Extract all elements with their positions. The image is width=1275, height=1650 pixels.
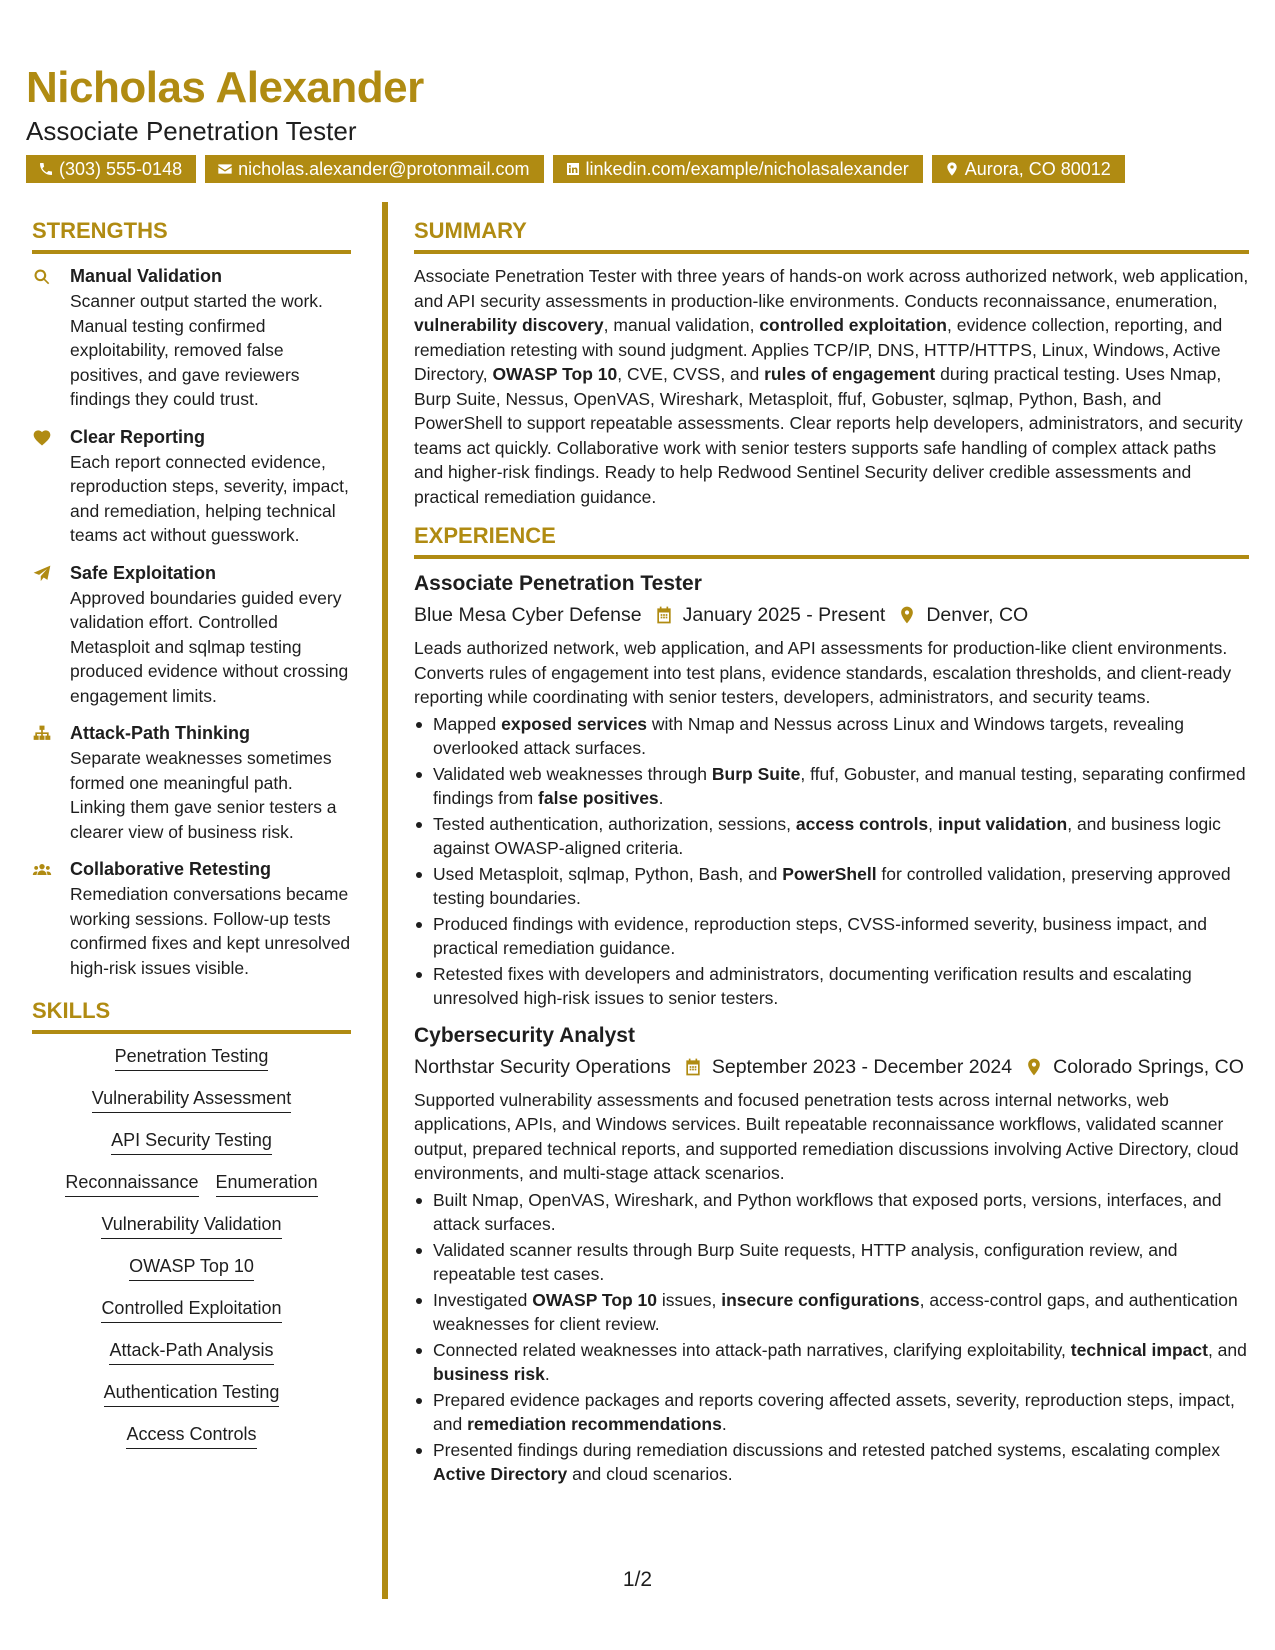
skill-tag: Access Controls [126,1422,256,1449]
job-bullet: Built Nmap, OpenVAS, Wireshark, and Python workflows that exposed ports, versions, interfaces, and attack surfaces. [414,1188,1249,1237]
strength-desc: Approved boundaries guided every validation effort. Controlled Metasploit and sqlmap testing produced evidence without crossing engagement limits. [70,587,349,706]
strength-desc: Scanner output started the work. Manual testing confirmed exploitability, removed false positives, and gave reviewers findings they could trust. [70,291,323,409]
paper-plane-icon [32,564,52,584]
summary-heading: SUMMARY [414,216,1249,254]
skill-tag: OWASP Top 10 [129,1254,254,1281]
skill-tag: Authentication Testing [104,1380,280,1407]
contact-linkedin-text: linkedin.com/example/nicholasalexander [585,159,909,179]
skill-tag: Controlled Exploitation [101,1296,281,1323]
strength-desc: Remediation conversations became working sessions. Follow-up tests confirmed fixes and kept unresolved high-risk issues visible. [70,884,351,978]
contact-email[interactable] [205,155,543,183]
strength-title: Collaborative Retesting [70,859,272,879]
job-title: Cybersecurity Analyst [414,1023,635,1047]
contact-linkedin[interactable] [553,155,923,183]
calendar-icon [654,605,674,625]
job-bullets [414,1188,1249,1487]
map-pin-icon [897,605,917,625]
job-bullet: Used Metasploit, sqlmap, Python, Bash, and PowerShell for controlled validation, preserving approved testing boundaries. [414,862,1249,911]
heart-icon [32,428,52,448]
job-meta [414,603,1249,628]
skill-tag: Vulnerability Assessment [92,1086,291,1113]
job-entry [414,569,1249,1011]
left-column [32,216,351,1464]
strength-desc: Separate weaknesses sometimes formed one meaningful path. Linking them gave senior testers a clearer view of business risk. [70,748,337,842]
users-icon [32,860,52,880]
skill-tag: Reconnaissance [65,1170,198,1197]
job-bullet: Presented findings during remediation discussions and retested patched systems, escalating complex Active Directory and cloud scenarios. [414,1438,1249,1487]
skill-tag: Vulnerability Validation [101,1212,281,1239]
job-bullet: Connected related weaknesses into attack-path narratives, clarifying exploitability, technical impact, and business risk. [414,1338,1249,1387]
skill-tag: Attack-Path Analysis [109,1338,273,1365]
strengths-heading: STRENGTHS [32,216,351,254]
map-pin-icon [944,161,960,177]
job-bullet: Tested authentication, authorization, sessions, access controls, input validation, and business logic against OWASP-aligned criteria. [414,812,1249,861]
skill-tag: Penetration Testing [115,1044,269,1071]
strength-title: Clear Reporting [70,426,206,447]
strength-item [32,425,351,548]
contact-location [932,155,1125,183]
column-divider [382,202,388,1599]
job-dates: January 2025 - Present [682,604,886,626]
phone-icon [38,161,54,177]
map-pin-icon [1024,1057,1044,1077]
candidate-title: Associate Penetration Tester [26,116,357,146]
strength-item [32,721,351,844]
job-entry [414,1021,1249,1487]
contact-bar [26,155,1249,183]
strength-title: Manual Validation [70,266,223,286]
strength-title: Safe Exploitation [70,562,217,583]
job-location: Colorado Springs, CO [1053,1055,1244,1078]
job-bullet: Investigated OWASP Top 10 issues, insecure configurations, access-control gaps, and authentication weaknesses for client review. [414,1288,1249,1337]
contact-phone[interactable] [26,155,196,183]
job-bullet: Retested fixes with developers and administrators, documenting verification results and escalating unresolved high-risk issues to senior testers. [414,962,1249,1011]
strength-item [32,561,351,709]
skills-list [32,1044,351,1464]
sitemap-icon [32,724,52,744]
job-bullet: Validated web weaknesses through Burp Suite, ffuf, Gobuster, and manual testing, separating confirmed findings from false positives. [414,762,1249,811]
experience-heading: EXPERIENCE [414,521,1249,559]
envelope-icon [217,161,233,177]
job-description: Leads authorized network, web application, and API assessments for production-like client environments. Converts rules of engagement into test plans, evidence standards, escalation thresholds, and client-ready reporting while coordinating with senior testers, developers, administrators, and security teams. [414,638,1232,707]
contact-email-text: nicholas.alexander@protonmail.com [238,159,530,179]
candidate-name: Nicholas Alexander [26,63,424,112]
strength-title: Attack-Path Thinking [70,723,251,743]
page-number: 1/2 [622,1568,653,1591]
contact-phone-text: (303) 555-0148 [59,159,183,179]
right-column [414,216,1249,1497]
calendar-icon [683,1057,703,1077]
job-bullet: Mapped exposed services with Nmap and Nessus across Linux and Windows targets, revealing overlooked attack surfaces. [414,712,1249,761]
job-company: Northstar Security Operations [414,1055,671,1078]
skill-tag: API Security Testing [111,1128,272,1155]
contact-location-text: Aurora, CO 80012 [964,159,1111,179]
job-meta [414,1055,1249,1080]
job-company: Blue Mesa Cyber Defense [414,604,642,626]
job-bullets [414,712,1249,1011]
job-description: Supported vulnerability assessments and focused penetration tests across internal networks, web applications, APIs, and Windows services. Built repeatable reconnaissance workflows, validated scanner output, prepared technical reports, and supported remediation discussions involving Active Directory, cloud environments, and multi-stage attack scenarios. [414,1089,1239,1183]
job-dates: September 2023 - December 2024 [711,1055,1013,1078]
strength-desc: Each report connected evidence, reproduction steps, severity, impact, and remediation, helping technical teams act without guesswork. [70,451,349,545]
job-bullet: Validated scanner results through Burp Suite requests, HTTP analysis, configuration review, and repeatable test cases. [414,1238,1249,1287]
summary-text: Associate Penetration Tester with three years of hands-on work across authorized network, web application, and API security assessments in production-like environments. Conducts reconnaissance, enumeration, vulnerability discovery, manual validation, controlled exploitation, evidence collection, reporting, and remediation retesting with sound judgment. Applies TCP/IP, DNS, HTTP/HTTPS, Linux, Windows, Active Directory, OWASP Top 10, CVE, CVSS, and rules of engagement during practical testing. Uses Nmap, Burp Suite, Nessus, OpenVAS, Wireshark, Metasploit, ffuf, Gobuster, sqlmap, Python, Bash, and PowerShell to support repeatable assessments. Clear reports help developers, administrators, and security teams act quickly. Collaborative work with senior testers supports safe handling of complex attack paths and higher-risk findings. Ready to help Redwood Sentinel Security deliver credible assessments and practical remediation guidance. [414,266,1249,507]
skills-heading: SKILLS [32,996,351,1034]
job-bullet: Produced findings with evidence, reproduction steps, CVSS-informed severity, business impact, and practical remediation guidance. [414,912,1249,961]
strength-item [32,857,351,980]
resume-header [26,62,1249,183]
linkedin-icon [565,161,581,177]
strength-item [32,264,351,412]
job-bullet: Prepared evidence packages and reports covering affected assets, severity, reproduction steps, impact, and remediation recommendations. [414,1388,1249,1437]
job-location: Denver, CO [926,604,1029,626]
skill-tag: Enumeration [216,1170,318,1197]
job-title: Associate Penetration Tester [414,572,702,595]
search-icon [32,267,52,287]
